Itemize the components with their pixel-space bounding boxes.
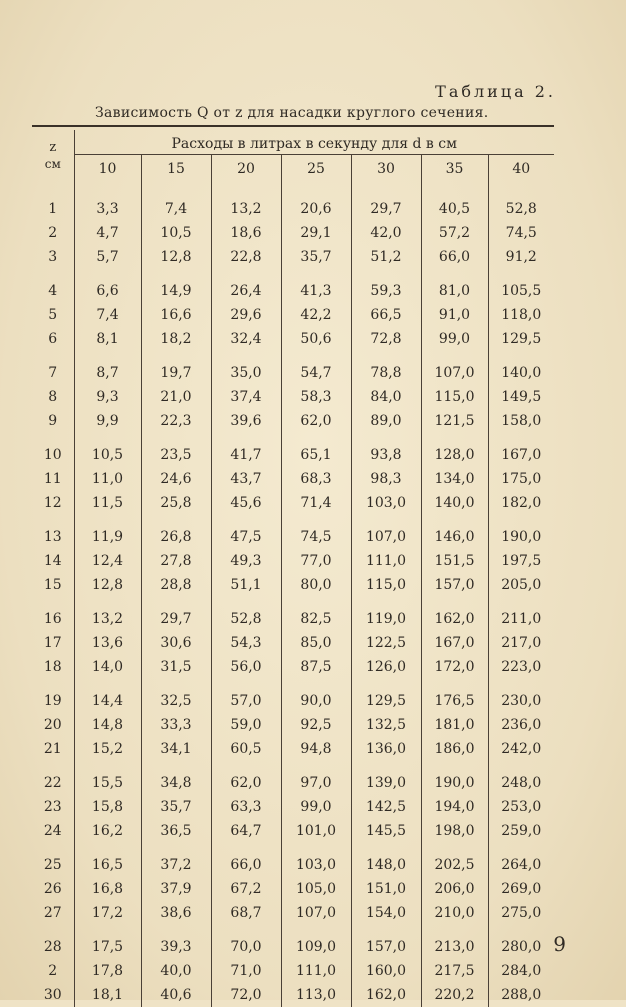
z-value-cell: 21 — [43, 740, 62, 757]
flow-value-cell: 37,4 — [211, 385, 281, 409]
z-value-cell: 19 — [43, 692, 62, 709]
flow-value-cell: 142,5 — [351, 795, 421, 819]
flow-value-cell: 99,0 — [421, 327, 488, 351]
flow-value-cell: 122,5 — [351, 631, 421, 655]
flow-value-cell: 210,0 — [421, 901, 488, 925]
flow-value-cell: 16,8 — [74, 877, 141, 901]
flow-span-header: Расходы в литрах в секунду для d в см — [74, 130, 554, 155]
z-value-cell: 8 — [48, 388, 58, 405]
table-row — [32, 853, 554, 877]
flow-value-cell: 17,5 — [74, 935, 141, 959]
flow-value-cell: 91,0 — [421, 303, 488, 327]
table-row — [32, 525, 554, 549]
flow-value-cell: 105,0 — [281, 877, 351, 901]
flow-value-cell: 172,0 — [421, 655, 488, 679]
flow-value-cell: 59,3 — [351, 279, 421, 303]
flow-value-cell: 107,0 — [351, 525, 421, 549]
flow-value-cell: 230,0 — [488, 689, 554, 713]
table-row — [32, 279, 554, 303]
flow-value-cell: 167,0 — [488, 443, 554, 467]
flow-value-cell: 57,2 — [421, 221, 488, 245]
table-row — [32, 549, 554, 573]
table-row — [32, 467, 554, 491]
flow-value-cell: 11,0 — [74, 467, 141, 491]
flow-value-cell: 99,0 — [281, 795, 351, 819]
z-value-cell: 20 — [43, 716, 62, 733]
flow-value-cell: 6,6 — [74, 279, 141, 303]
flow-value-cell: 97,0 — [281, 771, 351, 795]
flow-value-cell: 151,0 — [351, 877, 421, 901]
table-row — [32, 443, 554, 467]
flow-value-cell: 11,5 — [74, 491, 141, 515]
flow-value-cell: 186,0 — [421, 737, 488, 761]
flow-value-cell: 85,0 — [281, 631, 351, 655]
flow-value-cell: 14,9 — [141, 279, 211, 303]
flow-value-cell: 128,0 — [421, 443, 488, 467]
flow-value-cell: 129,5 — [488, 327, 554, 351]
z-column-header: z — [49, 139, 57, 155]
flow-value-cell: 105,5 — [488, 279, 554, 303]
flow-value-cell: 21,0 — [141, 385, 211, 409]
flow-value-cell: 52,8 — [488, 197, 554, 221]
flow-value-cell: 71,4 — [281, 491, 351, 515]
flow-value-cell: 223,0 — [488, 655, 554, 679]
flow-value-cell: 213,0 — [421, 935, 488, 959]
z-value-cell: 25 — [43, 856, 62, 873]
flow-value-cell: 40,0 — [141, 959, 211, 983]
z-value-cell: 2 — [48, 224, 58, 241]
z-value-cell: 24 — [43, 822, 62, 839]
table-row — [32, 573, 554, 597]
flow-value-cell: 38,6 — [141, 901, 211, 925]
flow-value-cell: 57,0 — [211, 689, 281, 713]
flow-value-cell: 35,0 — [211, 361, 281, 385]
flow-value-cell: 7,4 — [141, 197, 211, 221]
flow-value-cell: 115,0 — [351, 573, 421, 597]
flow-value-cell: 33,3 — [141, 713, 211, 737]
flow-value-cell: 139,0 — [351, 771, 421, 795]
flow-value-cell: 157,0 — [421, 573, 488, 597]
table-body — [32, 183, 554, 1007]
flow-value-cell: 14,8 — [74, 713, 141, 737]
top-rule — [32, 125, 554, 127]
flow-value-cell: 50,6 — [281, 327, 351, 351]
flow-value-cell: 62,0 — [281, 409, 351, 433]
flow-value-cell: 71,0 — [211, 959, 281, 983]
flow-value-cell: 49,3 — [211, 549, 281, 573]
flow-value-cell: 20,6 — [281, 197, 351, 221]
flow-value-cell: 264,0 — [488, 853, 554, 877]
flow-value-cell: 220,2 — [421, 983, 488, 1007]
flow-value-cell: 70,0 — [211, 935, 281, 959]
z-value-cell: 3 — [48, 248, 58, 265]
flow-value-cell: 74,5 — [281, 525, 351, 549]
flow-value-cell: 129,5 — [351, 689, 421, 713]
flow-value-cell: 113,0 — [281, 983, 351, 1007]
z-value-cell: 30 — [43, 986, 62, 1003]
flow-value-cell: 10,5 — [141, 221, 211, 245]
flow-value-cell: 41,3 — [281, 279, 351, 303]
flow-value-cell: 181,0 — [421, 713, 488, 737]
flow-value-cell: 4,7 — [74, 221, 141, 245]
z-value-cell: 4 — [48, 282, 58, 299]
z-value-cell: 15 — [43, 576, 62, 593]
z-value-cell: 28 — [43, 938, 62, 955]
flow-value-cell: 94,8 — [281, 737, 351, 761]
flow-value-cell: 27,8 — [141, 549, 211, 573]
flow-value-cell: 68,7 — [211, 901, 281, 925]
flow-value-cell: 197,5 — [488, 549, 554, 573]
flow-value-cell: 288,0 — [488, 983, 554, 1007]
flow-value-cell: 7,4 — [74, 303, 141, 327]
table-row — [32, 655, 554, 679]
flow-value-cell: 182,0 — [488, 491, 554, 515]
flow-value-cell: 206,0 — [421, 877, 488, 901]
table-row — [32, 327, 554, 351]
z-value-cell: 2 — [48, 962, 58, 979]
z-value-cell: 27 — [43, 904, 62, 921]
flow-value-cell: 149,5 — [488, 385, 554, 409]
flow-value-cell: 26,8 — [141, 525, 211, 549]
flow-value-cell: 58,3 — [281, 385, 351, 409]
flow-value-cell: 47,5 — [211, 525, 281, 549]
flow-value-cell: 3,3 — [74, 197, 141, 221]
d-header-10: 10 — [74, 155, 141, 183]
flow-value-cell: 51,1 — [211, 573, 281, 597]
flow-value-cell: 160,0 — [351, 959, 421, 983]
flow-value-cell: 16,6 — [141, 303, 211, 327]
flow-value-cell: 35,7 — [281, 245, 351, 269]
flow-value-cell: 111,0 — [351, 549, 421, 573]
flow-value-cell: 132,5 — [351, 713, 421, 737]
flow-value-cell: 118,0 — [488, 303, 554, 327]
d-header-40: 40 — [488, 155, 554, 183]
table-row — [32, 385, 554, 409]
flow-value-cell: 32,4 — [211, 327, 281, 351]
table-label: Таблица 2. — [435, 82, 556, 101]
flow-value-cell: 140,0 — [421, 491, 488, 515]
flow-value-cell: 109,0 — [281, 935, 351, 959]
flow-value-cell: 107,0 — [421, 361, 488, 385]
table-row — [32, 713, 554, 737]
flow-value-cell: 136,0 — [351, 737, 421, 761]
z-value-cell: 18 — [43, 658, 62, 675]
flow-value-cell: 248,0 — [488, 771, 554, 795]
flow-value-cell: 162,0 — [351, 983, 421, 1007]
flow-value-cell: 42,0 — [351, 221, 421, 245]
d-header-15: 15 — [141, 155, 211, 183]
table-row — [32, 901, 554, 925]
flow-value-cell: 12,8 — [74, 573, 141, 597]
flow-value-cell: 140,0 — [488, 361, 554, 385]
z-value-cell: 5 — [48, 306, 58, 323]
flow-value-cell: 119,0 — [351, 607, 421, 631]
flow-value-cell: 22,3 — [141, 409, 211, 433]
flow-value-cell: 12,8 — [141, 245, 211, 269]
flow-value-cell: 22,8 — [211, 245, 281, 269]
flow-value-cell: 148,0 — [351, 853, 421, 877]
flow-value-cell: 59,0 — [211, 713, 281, 737]
flow-value-cell: 17,2 — [74, 901, 141, 925]
flow-value-cell: 205,0 — [488, 573, 554, 597]
table-row — [32, 935, 554, 959]
flow-value-cell: 80,0 — [281, 573, 351, 597]
flow-value-cell: 74,5 — [488, 221, 554, 245]
flow-value-cell: 24,6 — [141, 467, 211, 491]
flow-value-cell: 66,0 — [211, 853, 281, 877]
flow-value-cell: 62,0 — [211, 771, 281, 795]
flow-value-cell: 107,0 — [281, 901, 351, 925]
flow-value-cell: 10,5 — [74, 443, 141, 467]
table-row — [32, 303, 554, 327]
z-value-cell: 13 — [43, 528, 62, 545]
flow-value-cell: 98,3 — [351, 467, 421, 491]
flow-value-cell: 51,2 — [351, 245, 421, 269]
table-row — [32, 795, 554, 819]
flow-value-cell: 15,8 — [74, 795, 141, 819]
flow-value-cell: 190,0 — [421, 771, 488, 795]
z-value-cell: 7 — [48, 364, 58, 381]
flow-value-cell: 54,7 — [281, 361, 351, 385]
flow-value-cell: 92,5 — [281, 713, 351, 737]
flow-value-cell: 64,7 — [211, 819, 281, 843]
flow-value-cell: 40,5 — [421, 197, 488, 221]
flow-value-cell: 78,8 — [351, 361, 421, 385]
flow-value-cell: 16,5 — [74, 853, 141, 877]
flow-value-cell: 89,0 — [351, 409, 421, 433]
flow-value-cell: 269,0 — [488, 877, 554, 901]
flow-value-cell: 13,2 — [211, 197, 281, 221]
flow-value-cell: 81,0 — [421, 279, 488, 303]
table-row — [32, 689, 554, 713]
flow-value-cell: 36,5 — [141, 819, 211, 843]
flow-value-cell: 18,6 — [211, 221, 281, 245]
flow-value-cell: 8,1 — [74, 327, 141, 351]
table-row — [32, 771, 554, 795]
z-value-cell: 14 — [43, 552, 62, 569]
flow-value-cell: 8,7 — [74, 361, 141, 385]
flow-value-cell: 111,0 — [281, 959, 351, 983]
flow-value-cell: 12,4 — [74, 549, 141, 573]
flow-value-cell: 77,0 — [281, 549, 351, 573]
flow-value-cell: 60,5 — [211, 737, 281, 761]
z-value-cell: 10 — [43, 446, 62, 463]
flow-value-cell: 65,1 — [281, 443, 351, 467]
flow-value-cell: 29,7 — [351, 197, 421, 221]
flow-value-cell: 275,0 — [488, 901, 554, 925]
flow-value-cell: 15,2 — [74, 737, 141, 761]
flow-value-cell: 162,0 — [421, 607, 488, 631]
flow-value-cell: 115,0 — [421, 385, 488, 409]
z-value-cell: 26 — [43, 880, 62, 897]
flow-value-cell: 35,7 — [141, 795, 211, 819]
flow-value-cell: 41,7 — [211, 443, 281, 467]
flow-value-cell: 84,0 — [351, 385, 421, 409]
flow-value-cell: 103,0 — [281, 853, 351, 877]
flow-value-cell: 158,0 — [488, 409, 554, 433]
flow-value-cell: 93,8 — [351, 443, 421, 467]
z-value-cell: 22 — [43, 774, 62, 791]
table-row — [32, 983, 554, 1007]
flow-value-cell: 37,2 — [141, 853, 211, 877]
flow-value-cell: 253,0 — [488, 795, 554, 819]
d-header-25: 25 — [281, 155, 351, 183]
table-row — [32, 409, 554, 433]
table-row — [32, 491, 554, 515]
flow-value-cell: 39,3 — [141, 935, 211, 959]
flow-value-cell: 29,1 — [281, 221, 351, 245]
flow-value-cell: 26,4 — [211, 279, 281, 303]
flow-value-cell: 91,2 — [488, 245, 554, 269]
flow-value-cell: 54,3 — [211, 631, 281, 655]
z-value-cell: 11 — [43, 470, 62, 487]
flow-value-cell: 72,0 — [211, 983, 281, 1007]
table-row — [32, 631, 554, 655]
flow-value-cell: 72,8 — [351, 327, 421, 351]
flow-value-cell: 90,0 — [281, 689, 351, 713]
flow-value-cell: 175,0 — [488, 467, 554, 491]
flow-value-cell: 11,9 — [74, 525, 141, 549]
flow-value-cell: 101,0 — [281, 819, 351, 843]
flow-value-cell: 211,0 — [488, 607, 554, 631]
table-row — [32, 607, 554, 631]
table-row — [32, 361, 554, 385]
flow-value-cell: 66,5 — [351, 303, 421, 327]
flow-value-cell: 23,5 — [141, 443, 211, 467]
z-value-cell: 12 — [43, 494, 62, 511]
table-row — [32, 737, 554, 761]
flow-value-cell: 13,6 — [74, 631, 141, 655]
flow-value-cell: 14,0 — [74, 655, 141, 679]
flow-value-cell: 37,9 — [141, 877, 211, 901]
flow-value-cell: 32,5 — [141, 689, 211, 713]
flow-value-cell: 29,6 — [211, 303, 281, 327]
flow-value-cell: 31,5 — [141, 655, 211, 679]
flow-value-cell: 52,8 — [211, 607, 281, 631]
flow-value-cell: 18,1 — [74, 983, 141, 1007]
flow-value-cell: 40,6 — [141, 983, 211, 1007]
z-value-cell: 1 — [48, 200, 58, 217]
flow-value-cell: 30,6 — [141, 631, 211, 655]
d-header-35: 35 — [421, 155, 488, 183]
flow-value-cell: 217,5 — [421, 959, 488, 983]
flow-value-cell: 9,3 — [74, 385, 141, 409]
flow-value-cell: 29,7 — [141, 607, 211, 631]
flow-value-cell: 259,0 — [488, 819, 554, 843]
flow-value-cell: 19,7 — [141, 361, 211, 385]
flow-value-cell: 146,0 — [421, 525, 488, 549]
flow-value-cell: 134,0 — [421, 467, 488, 491]
flow-value-cell: 42,2 — [281, 303, 351, 327]
table-row — [32, 959, 554, 983]
flow-value-cell: 190,0 — [488, 525, 554, 549]
flow-value-cell: 154,0 — [351, 901, 421, 925]
flow-value-cell: 18,2 — [141, 327, 211, 351]
flow-value-cell: 67,2 — [211, 877, 281, 901]
flow-value-cell: 13,2 — [74, 607, 141, 631]
flow-value-cell: 194,0 — [421, 795, 488, 819]
flow-value-cell: 121,5 — [421, 409, 488, 433]
flow-value-cell: 145,5 — [351, 819, 421, 843]
page-number: 9 — [553, 932, 566, 956]
flow-value-cell: 87,5 — [281, 655, 351, 679]
z-unit-header: см — [44, 156, 61, 171]
flow-value-cell: 63,3 — [211, 795, 281, 819]
flow-value-cell: 66,0 — [421, 245, 488, 269]
flow-value-cell: 34,8 — [141, 771, 211, 795]
flow-rate-table — [32, 130, 554, 1007]
table-row — [32, 245, 554, 269]
flow-value-cell: 43,7 — [211, 467, 281, 491]
flow-value-cell: 202,5 — [421, 853, 488, 877]
z-value-cell: 16 — [43, 610, 62, 627]
flow-value-cell: 25,8 — [141, 491, 211, 515]
d-header-20: 20 — [211, 155, 281, 183]
z-value-cell: 9 — [48, 412, 58, 429]
flow-value-cell: 28,8 — [141, 573, 211, 597]
z-value-cell: 6 — [48, 330, 58, 347]
flow-value-cell: 284,0 — [488, 959, 554, 983]
flow-value-cell: 5,7 — [74, 245, 141, 269]
flow-value-cell: 34,1 — [141, 737, 211, 761]
flow-value-cell: 17,8 — [74, 959, 141, 983]
flow-value-cell: 198,0 — [421, 819, 488, 843]
flow-value-cell: 9,9 — [74, 409, 141, 433]
flow-value-cell: 16,2 — [74, 819, 141, 843]
flow-value-cell: 167,0 — [421, 631, 488, 655]
flow-value-cell: 68,3 — [281, 467, 351, 491]
flow-value-cell: 157,0 — [351, 935, 421, 959]
flow-value-cell: 151,5 — [421, 549, 488, 573]
flow-value-cell: 82,5 — [281, 607, 351, 631]
flow-value-cell: 217,0 — [488, 631, 554, 655]
d-header-30: 30 — [351, 155, 421, 183]
flow-value-cell: 126,0 — [351, 655, 421, 679]
flow-value-cell: 103,0 — [351, 491, 421, 515]
table-row — [32, 197, 554, 221]
flow-value-cell: 236,0 — [488, 713, 554, 737]
table-row — [32, 221, 554, 245]
flow-value-cell: 39,6 — [211, 409, 281, 433]
table-row — [32, 877, 554, 901]
flow-value-cell: 176,5 — [421, 689, 488, 713]
table-row — [32, 819, 554, 843]
flow-value-cell: 45,6 — [211, 491, 281, 515]
flow-value-cell: 15,5 — [74, 771, 141, 795]
table-caption: Зависимость Q от z для насадки круглого сечения. — [95, 105, 489, 121]
z-value-cell: 17 — [43, 634, 62, 651]
flow-value-cell: 56,0 — [211, 655, 281, 679]
flow-value-cell: 14,4 — [74, 689, 141, 713]
flow-value-cell: 280,0 — [488, 935, 554, 959]
z-value-cell: 23 — [43, 798, 62, 815]
flow-value-cell: 242,0 — [488, 737, 554, 761]
